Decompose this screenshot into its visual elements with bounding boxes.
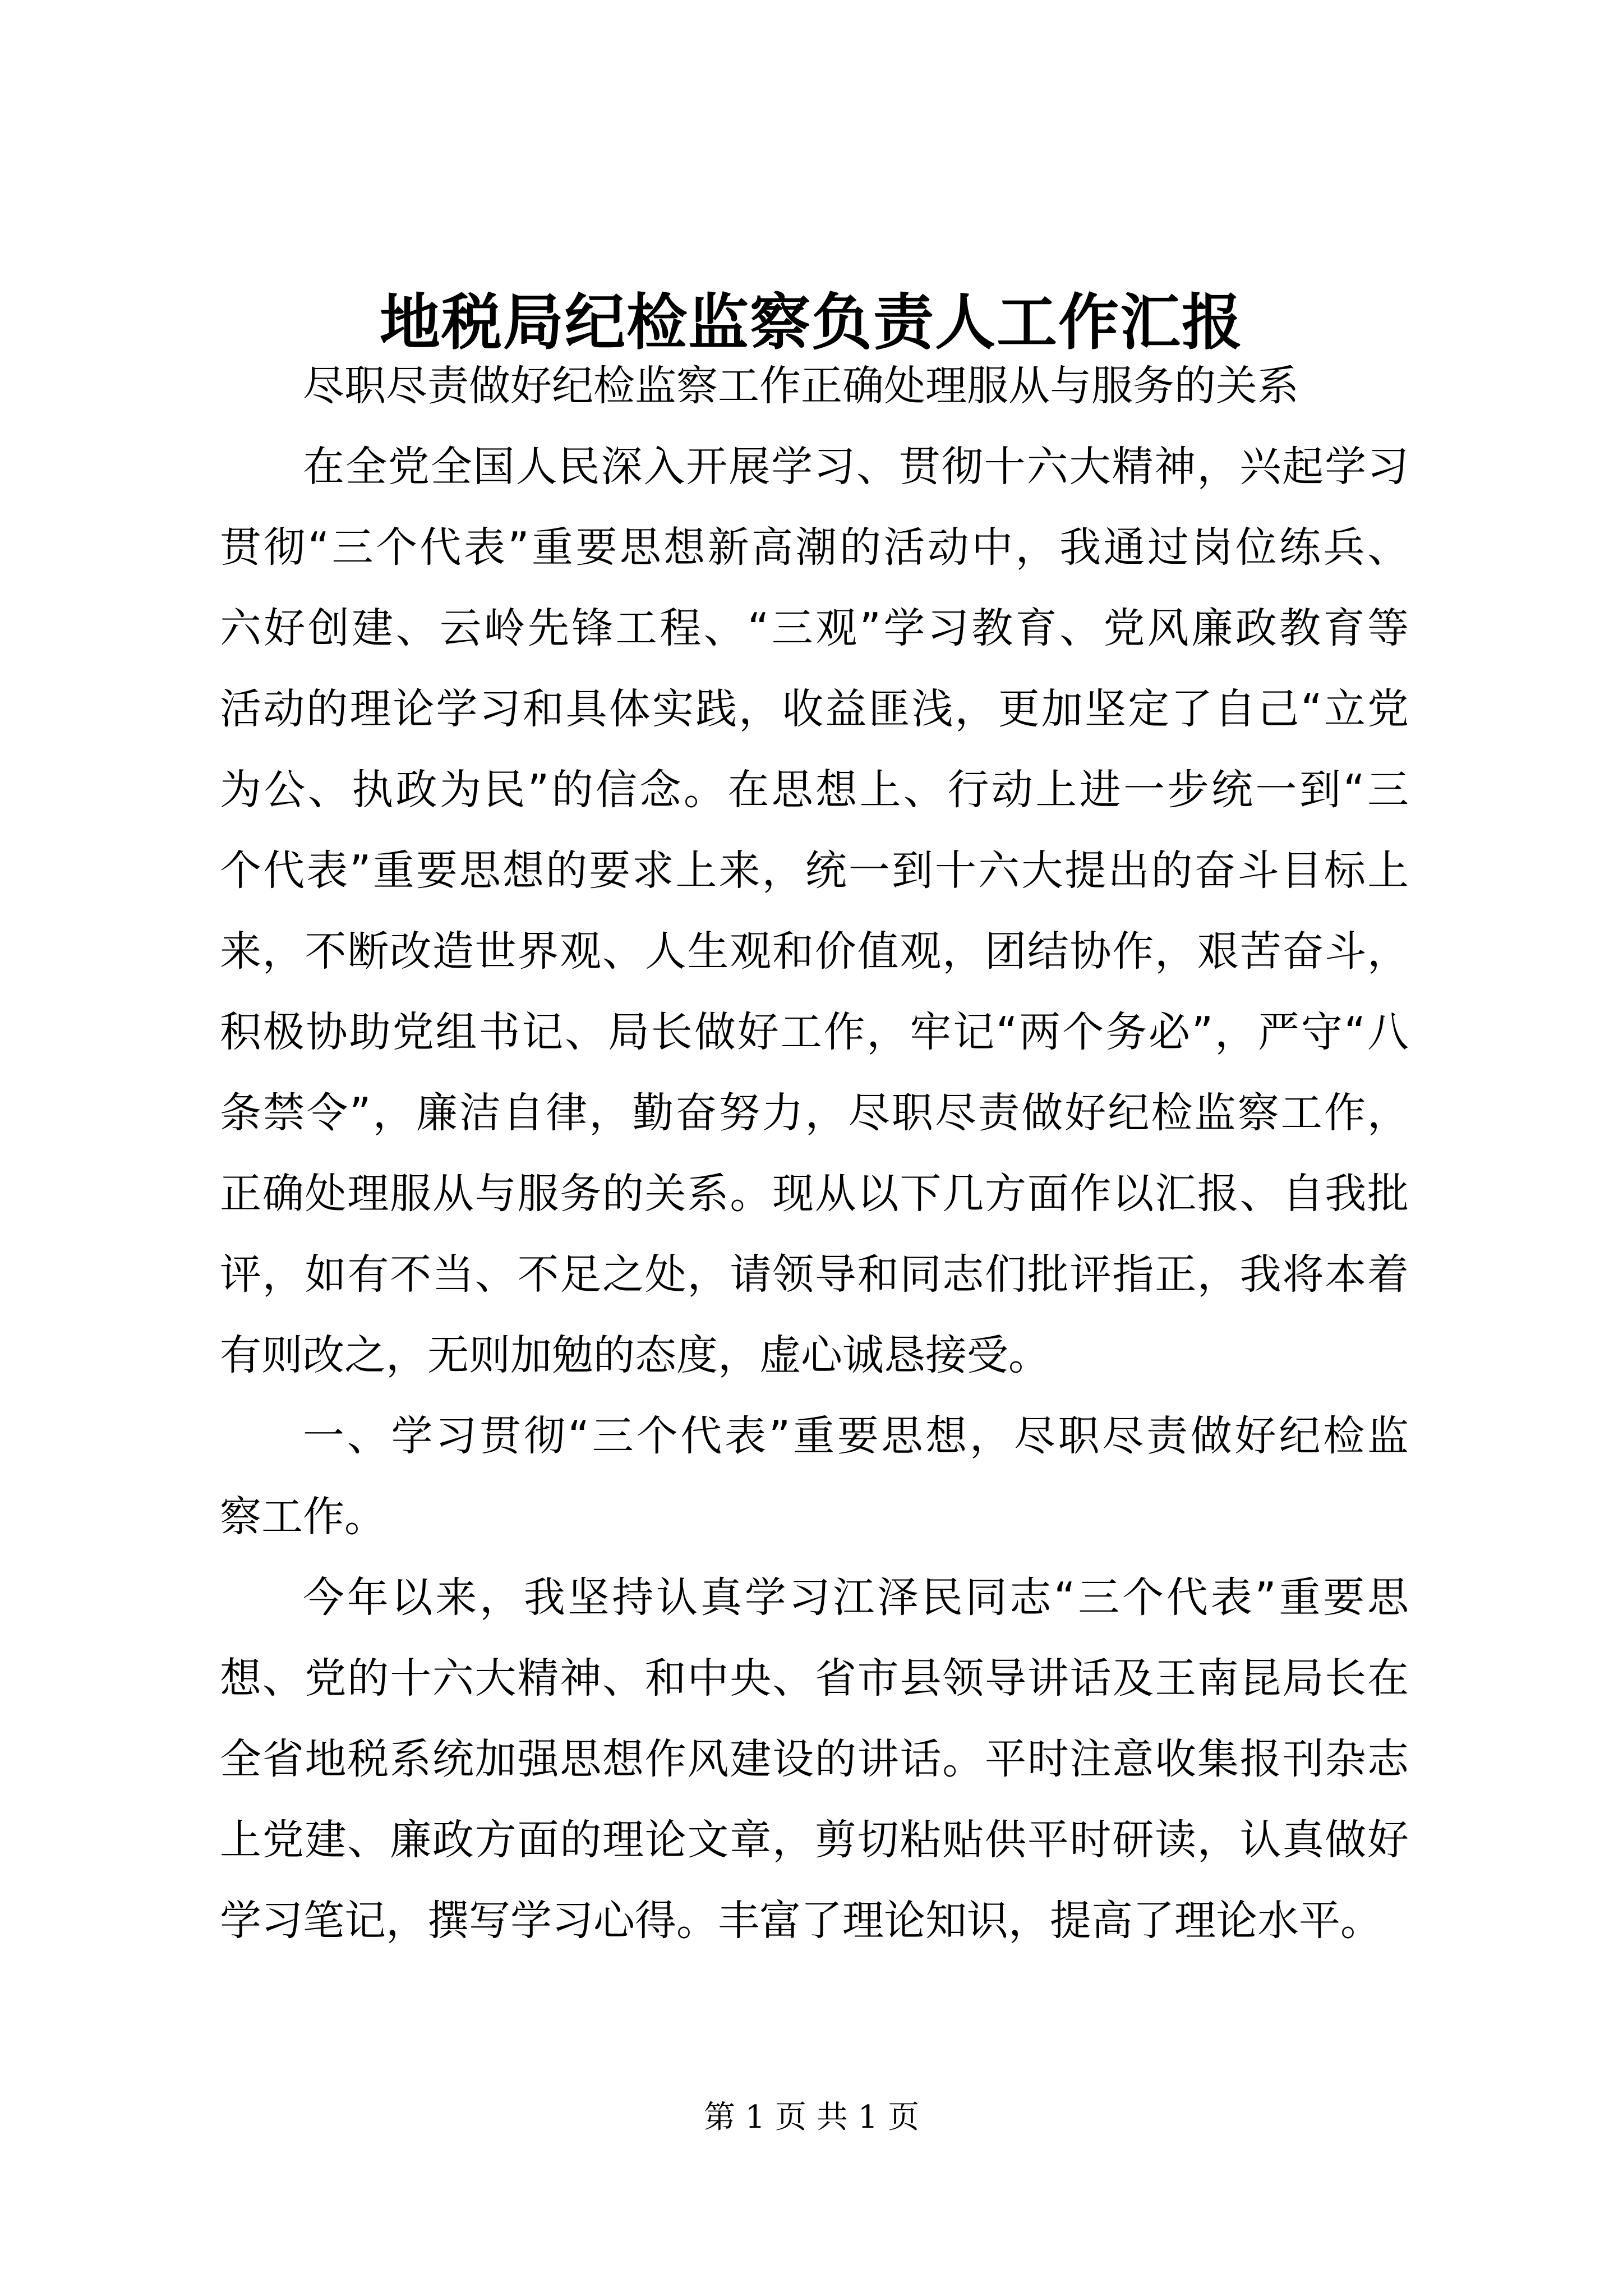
paragraph-intro [220, 426, 1409, 1396]
text-line: 察工作。 [220, 1493, 386, 1541]
text-line: 在全党全国人民深入开展学习、贯彻十六大精神，兴起学习 [303, 443, 1409, 491]
paragraph-subtitle [220, 346, 1409, 426]
text-line: 有则改之，无则加勉的态度，虚心诚恳接受。 [220, 1331, 1050, 1379]
paragraph-section-heading [220, 1396, 1409, 1557]
text-line: 贯彻“三个代表”重要思想新高潮的活动中，我通过岗位练兵、 [220, 523, 1409, 572]
page-footer: 第 1 页 共 1 页 [703, 2099, 920, 2136]
text-line: 活动的理论学习和具体实践，收益匪浅，更加坚定了自己“立党 [220, 685, 1409, 733]
text-line: 今年以来，我坚持认真学习江泽民同志“三个代表”重要思 [303, 1573, 1409, 1622]
text-line: 全省地税系统加强思想作风建设的讲话。平时注意收集报刊杂志 [220, 1735, 1409, 1783]
text-line: 积极协助党组书记、局长做好工作，牢记“两个务必”，严守“八 [220, 1008, 1409, 1056]
text-line: 六好创建、云岭先锋工程、“三观”学习教育、党风廉政教育等 [220, 604, 1409, 652]
document-title: 地税局纪检监察负责人工作汇报 [379, 287, 1243, 358]
text-line: 尽职尽责做好纪检监察工作正确处理服从与服务的关系 [303, 362, 1299, 410]
text-line: 为公、执政为民”的信念。在思想上、行动上进一步统一到“三 [220, 766, 1409, 814]
text-line: 上党建、廉政方面的理论文章，剪切粘贴供平时研读，认真做好 [220, 1816, 1409, 1864]
text-line: 一、学习贯彻“三个代表”重要思想，尽职尽责做好纪检监 [303, 1412, 1409, 1460]
text-line: 评，如有不当、不足之处，请领导和同志们批评指正，我将本着 [220, 1250, 1409, 1299]
text-line: 学习笔记，撰写学习心得。丰富了理论知识，提高了理论水平。 [220, 1897, 1382, 1945]
text-line: 正确处理服从与服务的关系。现从以下几方面作以汇报、自我批 [220, 1170, 1409, 1218]
text-line: 个代表”重要思想的要求上来，统一到十六大提出的奋斗目标上 [220, 846, 1409, 895]
paragraph-study [220, 1557, 1409, 1961]
text-line: 来，不断改造世界观、人生观和价值观，团结协作，艰苦奋斗， [220, 927, 1409, 976]
text-line: 想、党的十六大精神、和中央、省市县领导讲话及王南昆局长在 [220, 1654, 1409, 1703]
document-body [220, 346, 1409, 1961]
text-line: 条禁令”，廉洁自律，勤奋努力，尽职尽责做好纪检监察工作， [220, 1089, 1409, 1137]
